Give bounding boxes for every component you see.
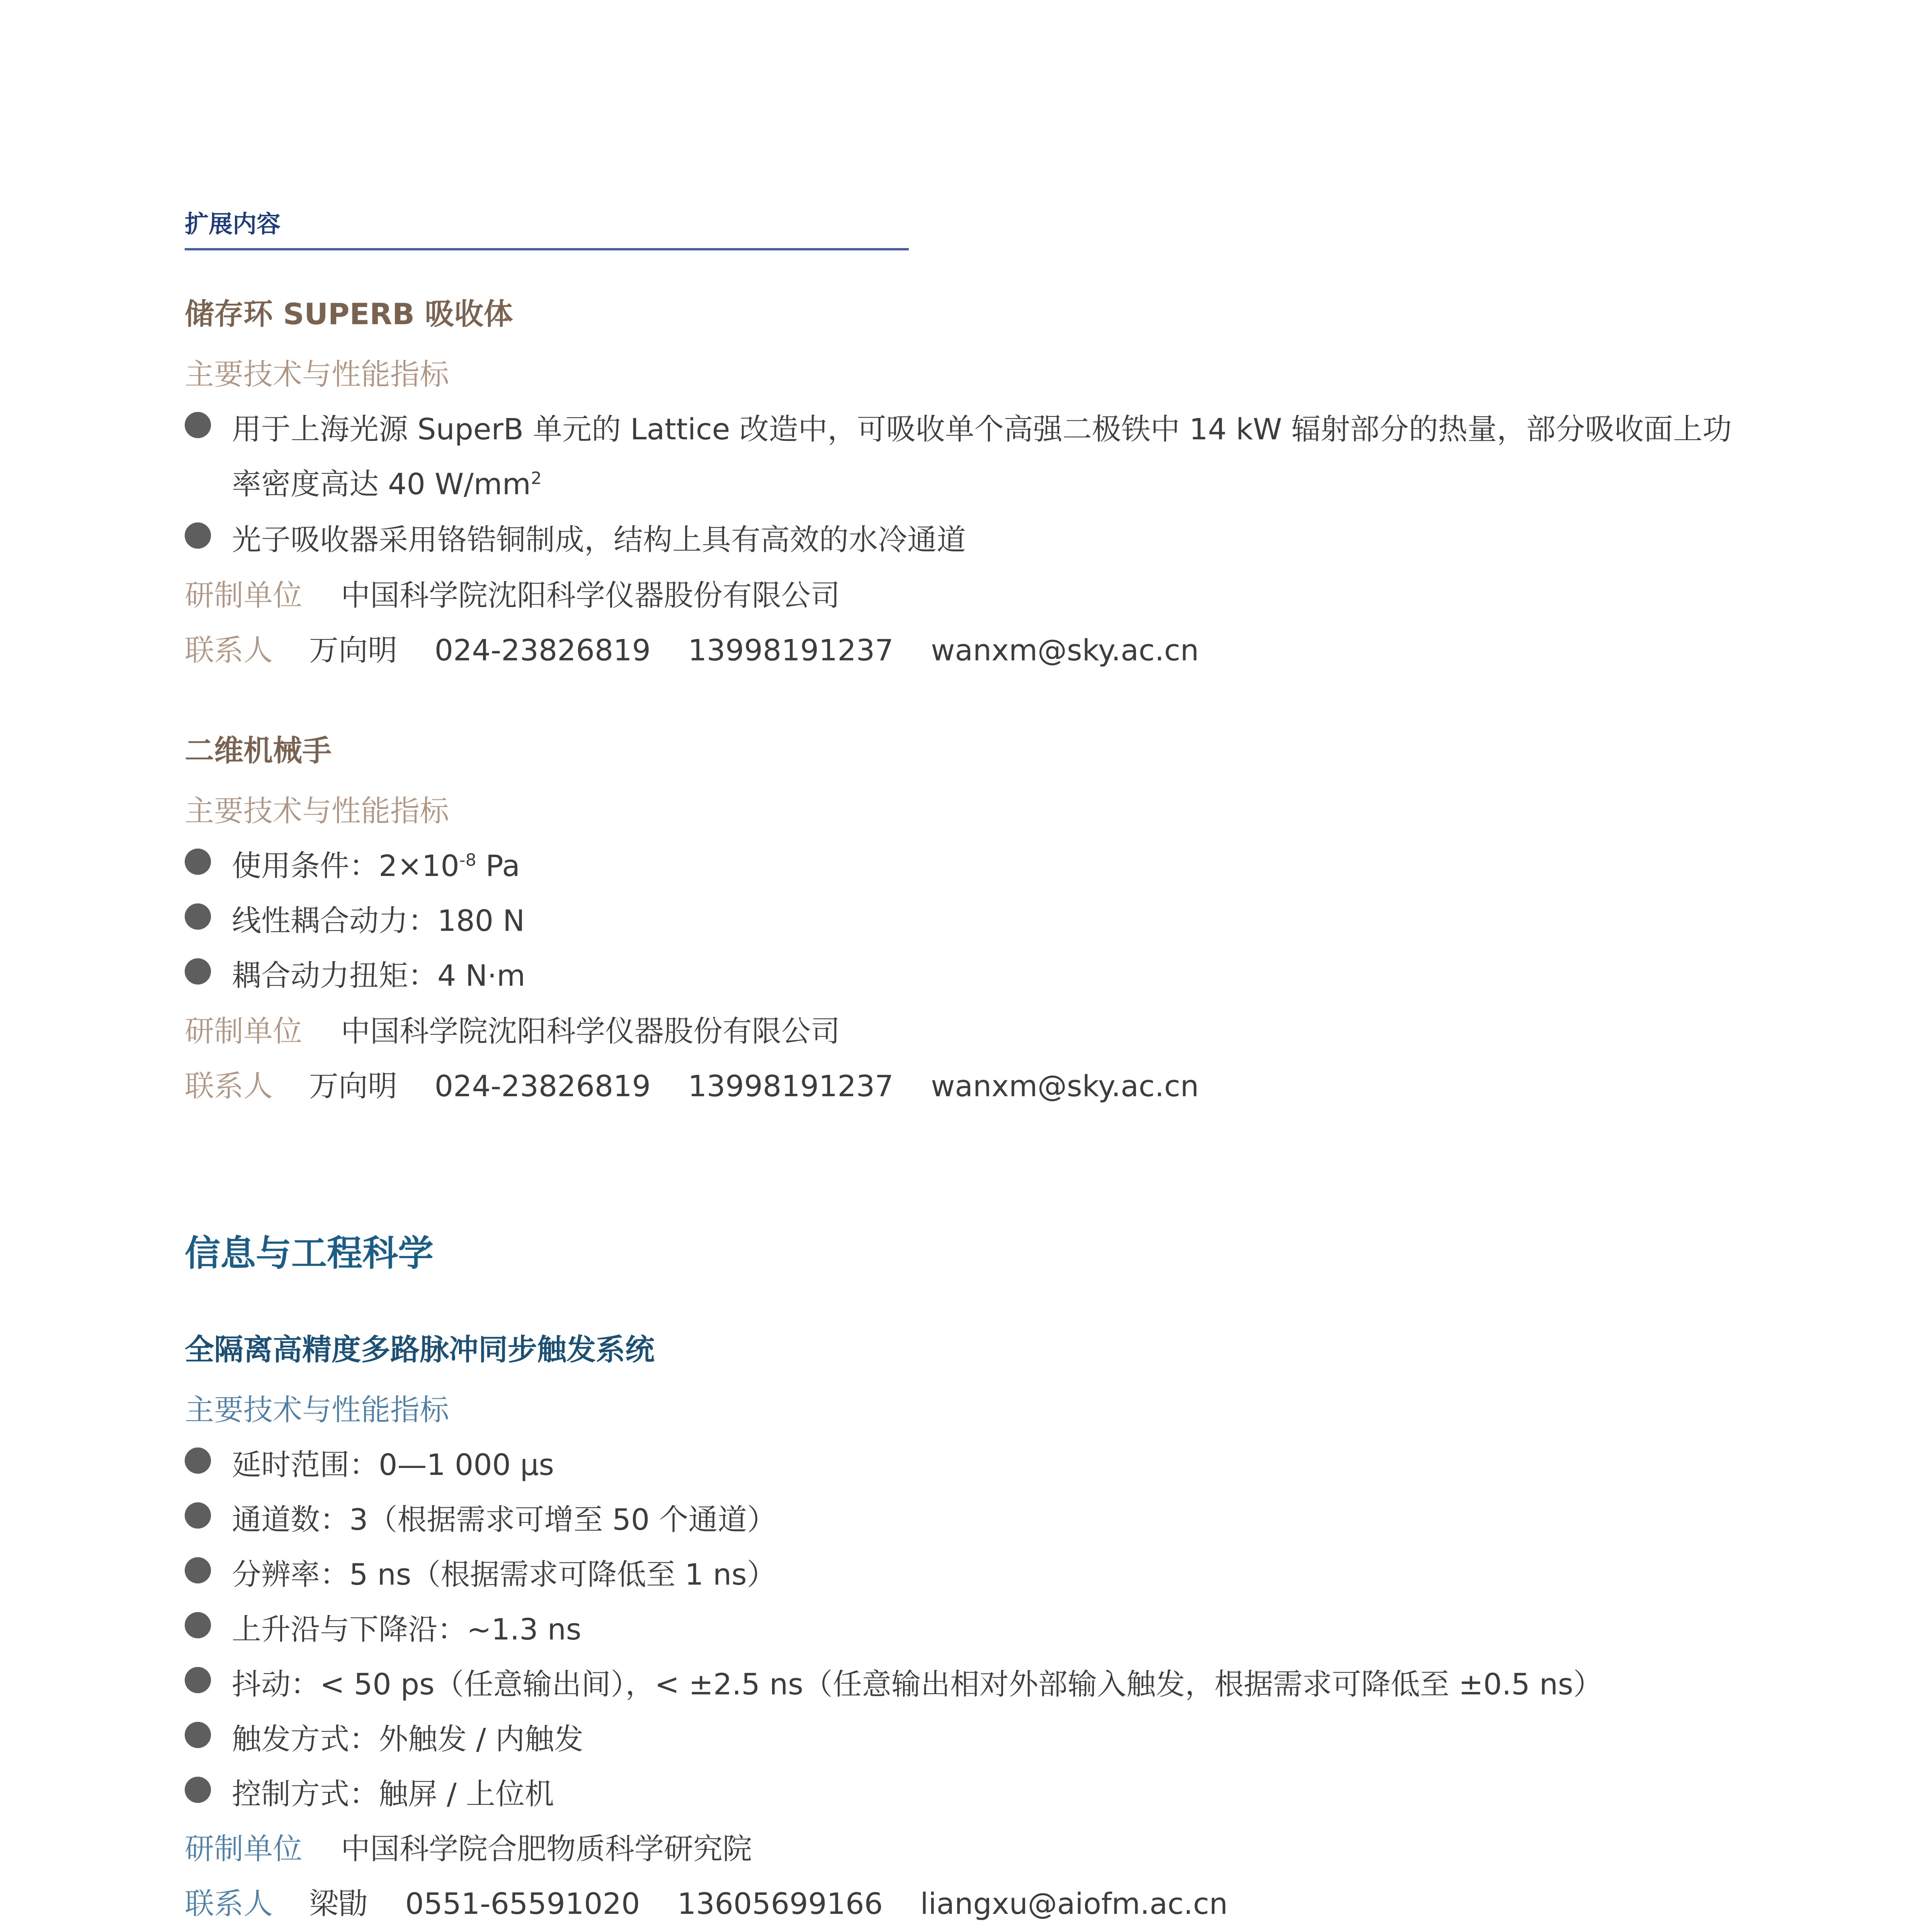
org-label: 研制单位 — [185, 578, 302, 612]
bullet-item: 分辨率：5 ns（根据需求可降低至 1 ns） — [232, 1557, 776, 1592]
bullet-item: 延时范围：0—1 000 µs — [232, 1447, 554, 1482]
contact-label: 联系人 — [185, 1886, 273, 1921]
product-title: 全隔离高精度多路脉冲同步触发系统 — [185, 1332, 655, 1367]
bullet-item: 上升沿与下降沿：~1.3 ns — [232, 1612, 582, 1646]
bullet-item: 线性耦合动力：180 N — [232, 903, 525, 938]
org-label: 研制单位 — [185, 1832, 302, 1866]
contact-info: 万向明 024-23826819 13998191237 wanxm@sky.ac.cn — [309, 1069, 1199, 1103]
bullet-item: 光子吸收器采用铬锆铜制成，结构上具有高效的水冷通道 — [232, 522, 966, 557]
bullet-item: 控制方式：触屏 / 上位机 — [232, 1777, 554, 1811]
contact-label: 联系人 — [185, 633, 273, 667]
bullet-item: 通道数：3（根据需求可增至 50 个通道） — [232, 1502, 777, 1537]
bullet-item-continued: 率密度高达 40 $W/mm^2$ — [232, 467, 542, 501]
bullet-dot-icon — [185, 1502, 211, 1529]
bullet-dot-icon — [185, 958, 211, 985]
bullet-dot-icon — [185, 1447, 211, 1474]
product-title: 储存环 SUPERB 吸收体 — [185, 297, 513, 331]
bullet-dot-icon — [185, 1612, 211, 1638]
spec-heading: 主要技术与性能指标 — [185, 357, 449, 391]
product-title: 二维机械手 — [185, 733, 332, 768]
contact-info: 万向明 024-23826819 13998191237 wanxm@sky.ac.cn — [309, 633, 1199, 667]
category-title: 信息与工程科学 — [185, 1233, 434, 1274]
spec-heading: 主要技术与性能指标 — [185, 794, 449, 828]
bullet-item: 使用条件：$2\times 10^{-8}$ Pa — [232, 849, 520, 883]
org-name: 中国科学院沈阳科学仪器股份有限公司 — [341, 1014, 840, 1048]
section-divider — [185, 248, 909, 250]
bullet-item: 用于上海光源 SuperB 单元的 Lattice 改造中，可吸收单个高强二极铁中 14 kW 辐射部分的热量，部分吸收面上功 — [232, 412, 1732, 446]
spec-heading: 主要技术与性能指标 — [185, 1393, 449, 1427]
bullet-dot-icon — [185, 1777, 211, 1803]
bullet-dot-icon — [185, 1667, 211, 1693]
bullet-dot-icon — [185, 412, 211, 438]
bullet-dot-icon — [185, 903, 211, 930]
contact-label: 联系人 — [185, 1069, 273, 1103]
bullet-dot-icon — [185, 1557, 211, 1583]
bullet-dot-icon — [185, 522, 211, 549]
section-label: 扩展内容 — [185, 210, 281, 238]
bullet-item: 抖动：< 50 ps（任意输出间），< ±2.5 ns（任意输出相对外部输入触发，根据需求可降低至 ±0.5 ns） — [232, 1667, 1603, 1701]
bullet-item: 触发方式：外触发 / 内触发 — [232, 1722, 583, 1756]
org-name: 中国科学院沈阳科学仪器股份有限公司 — [341, 578, 840, 612]
org-name: 中国科学院合肥物质科学研究院 — [341, 1832, 752, 1866]
bullet-dot-icon — [185, 849, 211, 875]
bullet-item: 耦合动力扭矩：4 N·m — [232, 958, 526, 993]
org-label: 研制单位 — [185, 1014, 302, 1048]
bullet-dot-icon — [185, 1722, 211, 1748]
contact-info: 梁勖 0551-65591020 13605699166 liangxu@aiofm.ac.cn — [309, 1886, 1228, 1921]
